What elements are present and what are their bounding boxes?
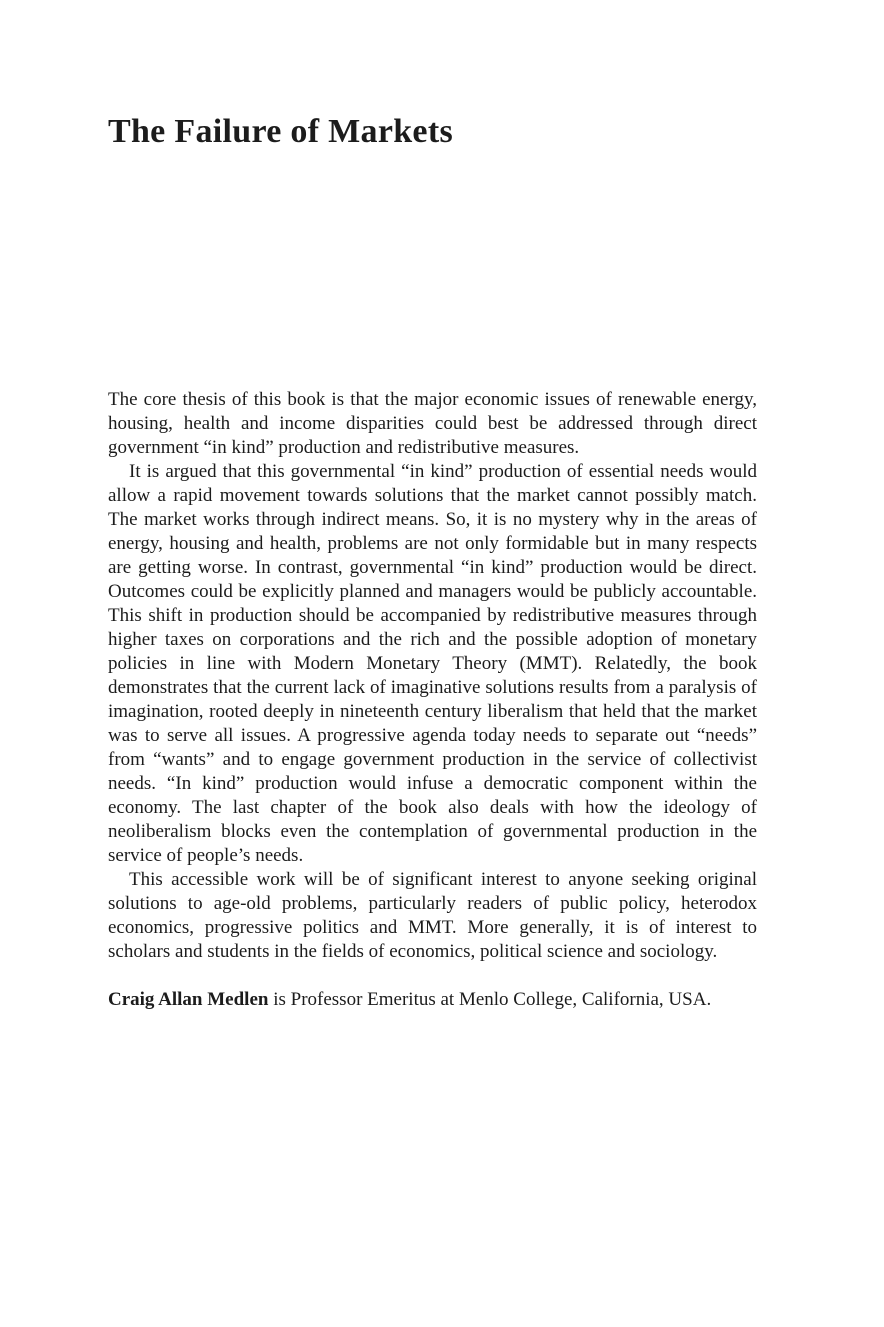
blurb-body: [108, 388, 757, 1012]
blurb-paragraph-3: This accessible work will be of significant interest to anyone seeking original solutions to age-old problems, particularly readers of public policy, heterodox economics, progressive politics and MMT. More generally, it is of interest to scholars and students in the fields of economics, political science and sociology.: [108, 869, 757, 962]
author-name: Craig Allan Medlen: [108, 989, 269, 1010]
page-title: The Failure of Markets: [108, 113, 453, 150]
author-bio: [108, 988, 757, 1012]
blurb-paragraph-2: It is argued that this governmental “in kind” production of essential needs would allow a rapid movement towards solutions that the market cannot possibly match. The market works through indirect means. So, it is no mystery why in the areas of energy, housing and health, problems are not only formidable but in many respects are getting worse. In contrast, governmental “in kind” production would be direct. Outcomes could be explicitly planned and managers would be publicly accountable. This shift in production should be accompanied by redistributive measures through higher taxes on corporations and the rich and the possible adoption of monetary policies in line with Modern Monetary Theory (MMT). Relatedly, the book demonstrates that the current lack of imaginative solutions results from a paralysis of imagination, rooted deeply in nineteenth century liberalism that held that the market was to serve all issues. A progressive agenda today needs to separate out “needs” from “wants” and to engage government production in the service of collectivist needs. “In kind” production would infuse a democratic component within the economy. The last chapter of the book also deals with how the ideology of neoliberalism blocks even the contemplation of governmental production in the service of people’s needs.: [108, 461, 757, 866]
author-bio-text: is Professor Emeritus at Menlo College, California, USA.: [268, 989, 712, 1010]
blurb-paragraph-1: The core thesis of this book is that the major economic issues of renewable energy, housing, health and income disparities could best be addressed through direct government “in kind” production and redistributive measures.: [108, 389, 757, 458]
